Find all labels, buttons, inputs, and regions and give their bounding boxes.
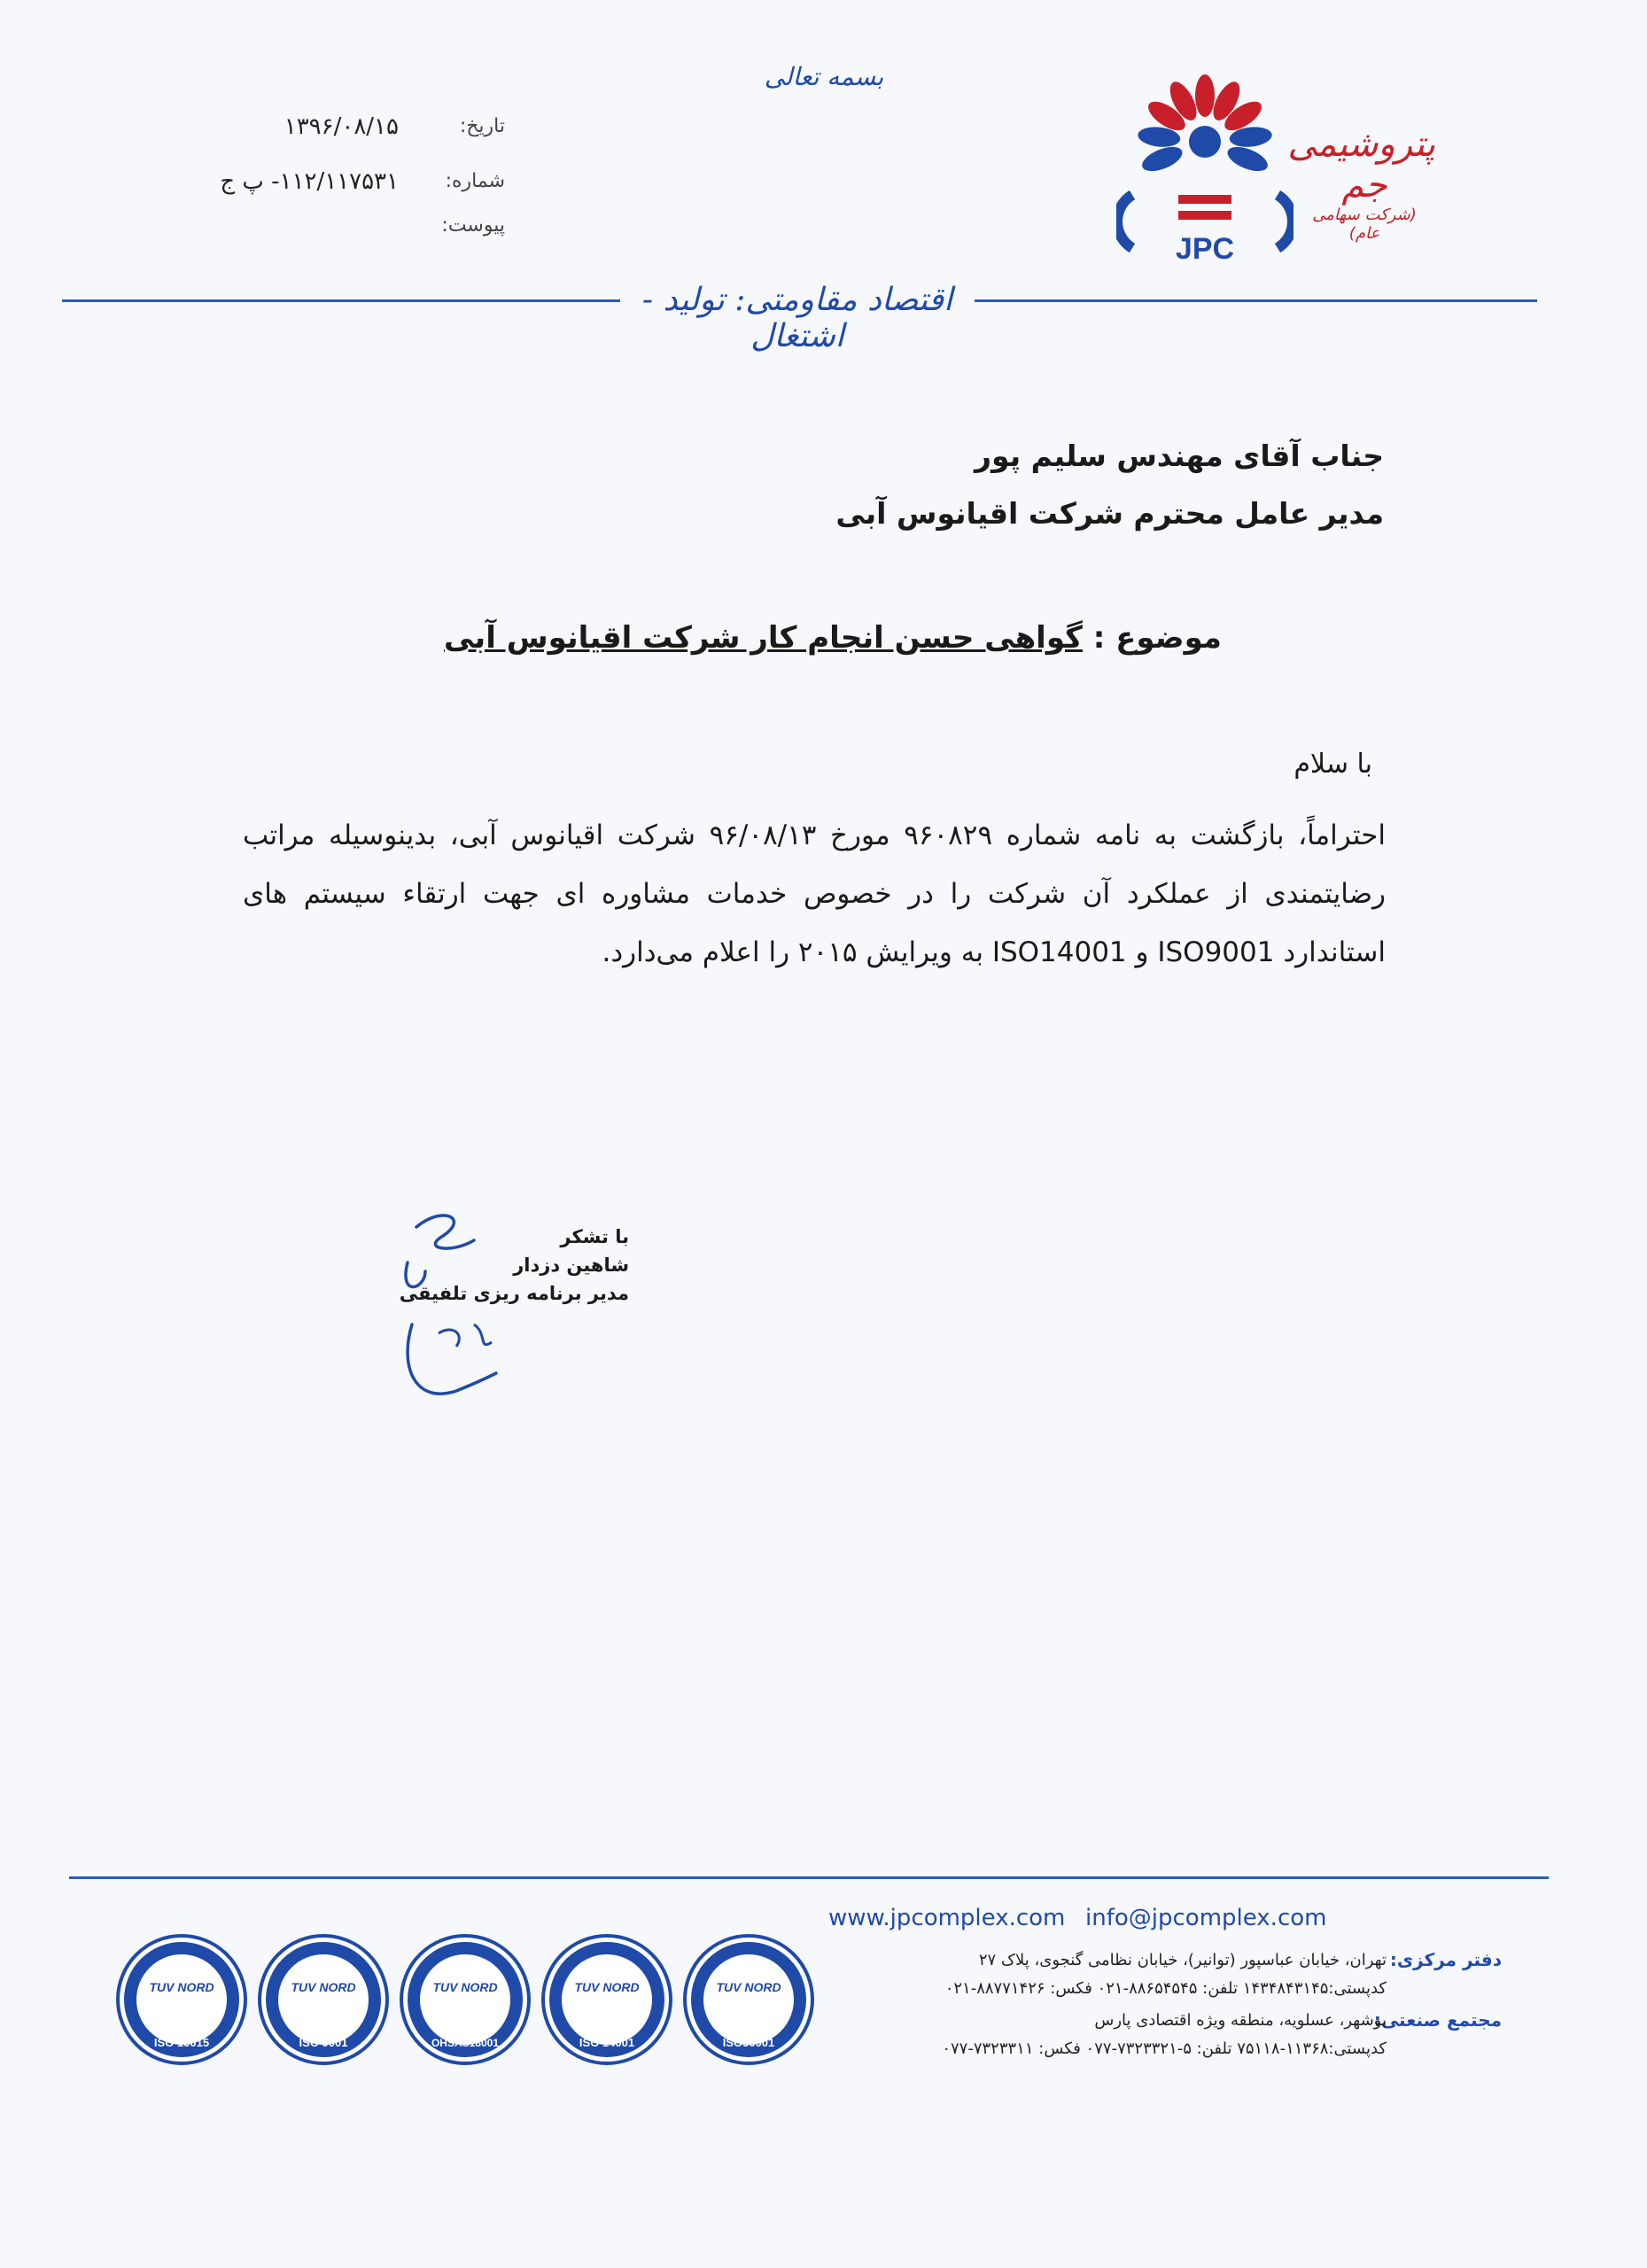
subject-line	[390, 620, 1276, 656]
seal-standard: OHSAS18001	[431, 2037, 500, 2049]
signature-name: شاهین دزدار	[513, 1254, 629, 1276]
jpc-logo	[1116, 71, 1294, 266]
subject-text: گواهی حسن انجام کار شرکت اقیانوس آبی	[444, 620, 1083, 656]
central-office-address: تهران، خیابان عباسپور (توانیر)، خیابان نظامی گنجوی، پلاک ۲۷	[978, 1951, 1387, 1969]
signature-title: مدیر برنامه ریزی تلفیقی	[399, 1283, 629, 1304]
recipient-line2: مدیر عامل محترم شرکت اقیانوس آبی	[835, 496, 1384, 531]
seal-brand: TUV NORD	[432, 1980, 498, 1994]
logo-text: JPC	[1175, 232, 1235, 266]
iso-14001-seal	[540, 1933, 673, 2066]
date-value: ۱۳۹۶/۰۸/۱۵	[284, 113, 399, 140]
iso-50001-seal	[682, 1933, 815, 2066]
seal-brand: TUV NORD	[574, 1980, 640, 1994]
body-paragraph: احتراماً، بازگشت به نامه شماره ۹۶۰۸۲۹ مورخ ۹۶/۰۸/۱۳ شرکت اقیانوس آبی، بدینوسیله مراتب رضایتمندی از عملکرد آن شرکت را در خصوص خدمات مشاوره ای جهت ارتقاء سیستم های استاندارد ISO9001 و ISO14001 به ویرایش ۲۰۱۵ را اعلام می‌دارد.	[243, 819, 1386, 968]
seal-standard: ISO50001	[722, 2036, 775, 2049]
seal-brand: TUV NORD	[716, 1980, 781, 1994]
ohsas-18001-seal	[399, 1933, 532, 2066]
signature-block	[390, 1223, 629, 1308]
slogan: اقتصاد مقاومتی: تولید - اشتغال	[620, 282, 975, 354]
recipient-line1: جناب آقای مهندس سلیم پور	[975, 439, 1384, 473]
number-value: ۱۱۲/۱۱۷۵۳۱- پ ج	[220, 168, 399, 195]
invocation-text: بسمه تعالی	[764, 62, 884, 91]
central-office-label: دفتر مرکزی:	[1389, 1949, 1502, 1970]
industrial-complex-contact: کدپستی:۱۱۳۶۸-۷۵۱۱۸ تلفن: ۵-۷۳۲۳۳۲۱-۰۷۷ فکس: ۷۳۲۳۳۱۱-۰۷۷	[942, 2039, 1387, 2058]
greeting: با سلام	[1294, 749, 1372, 780]
signature-closing: با تشکر	[560, 1226, 629, 1247]
footer-divider	[69, 1876, 1549, 1879]
date-label: تاریخ:	[459, 115, 505, 137]
brand-subtitle: (شرکت سهامی عام)	[1312, 206, 1417, 243]
seal-standard: ISO 9001	[299, 2036, 348, 2049]
seal-brand: TUV NORD	[149, 1980, 214, 1994]
iso-9001-seal	[257, 1933, 390, 2066]
seal-brand: TUV NORD	[291, 1980, 356, 1994]
central-office-contact: کدپستی:۱۴۳۴۸۴۳۱۴۵ تلفن: ۸۸۶۵۴۵۴۵-۰۲۱ فکس: ۸۸۷۷۱۴۲۶-۰۲۱	[944, 1979, 1387, 1998]
iso-10015-seal	[115, 1933, 248, 2066]
email-link[interactable]: info@jpcomplex.com	[1085, 1905, 1327, 1931]
brand-name: پتروشیمی جم	[1287, 124, 1435, 206]
seal-standard: ISO 14001	[579, 2036, 635, 2049]
industrial-complex-address: بوشهر، عسلویه، منطقه ویژه اقتصادی پارس	[1094, 2011, 1387, 2030]
website-link[interactable]: www.jpcomplex.com	[828, 1905, 1066, 1931]
subject-label: موضوع :	[1092, 620, 1222, 656]
number-label: شماره:	[445, 170, 505, 192]
industrial-complex-label: مجتمع صنعتی:	[1373, 2009, 1502, 2031]
seal-standard: ISO 10015	[153, 2036, 210, 2049]
attachment-label: پیوست:	[441, 214, 505, 237]
